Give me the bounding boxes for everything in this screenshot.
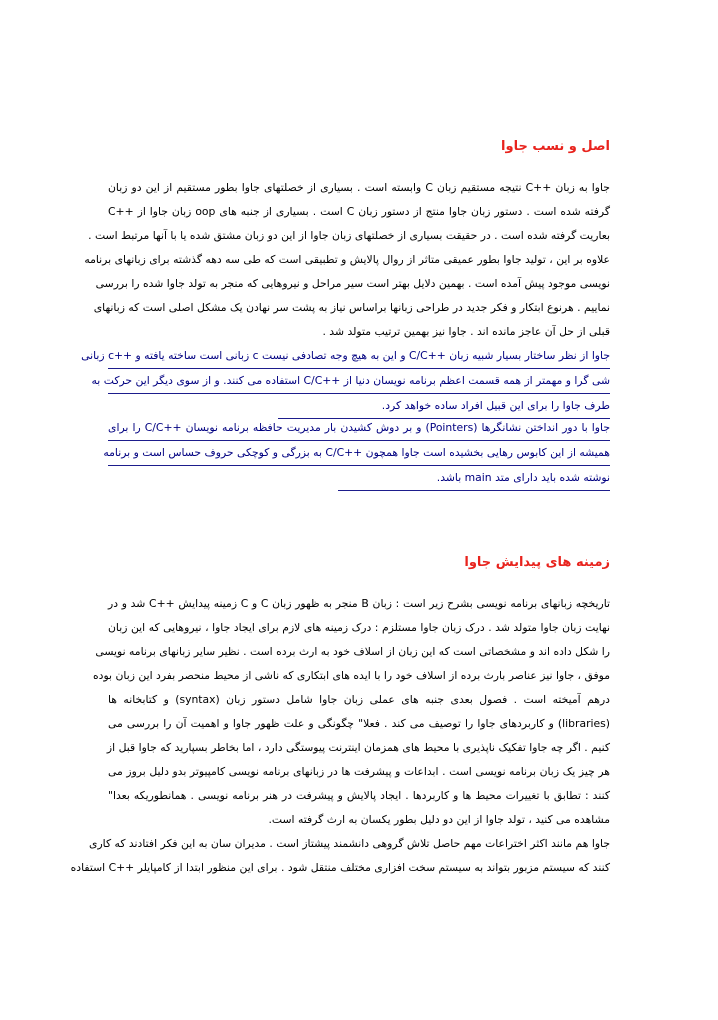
highlighted-paragraph-2	[103, 416, 610, 491]
paragraph-line: نویسی موجود پیش آمده است . بهمین دلایل بهتر است سیر مراحل و نیروهایی که منجر به تولد جاوا شده را بررسی	[95, 277, 610, 290]
paragraph-line: را شکل داده اند و مشخصاتی است که این زبان از اسلاف خود به ارث برده است . نظیر سایر زبانهای برنامه نویسی	[95, 645, 610, 658]
paragraph-line: جاوا هم مانند اکثر اختراعات مهم حاصل تلاش گروهی دانشمند پیشتاز است . مدیران سان به این فکر افتادند که کاری	[89, 837, 610, 850]
paragraph-line: (libraries) و کاربردهای جاوا را توصیف می کند . فعلا" چگونگی و علت ظهور جاوا و اهمیت آن را بررسی می	[108, 717, 610, 730]
highlighted-line: جاوا از نظر ساختار بسیار شبیه زبان ++C/C و این به هیچ وجه تصادفی نیست c زبانی است ساخته یافته و ++c زبانی	[108, 344, 610, 369]
paragraph-line: هر چیز یک زبان برنامه نویسی است . ابداعات و پیشرفت ها در زبانهای برنامه نویسی کامپیوتر بدو دلیل بروز می	[108, 765, 610, 778]
paragraph-line: کنیم . اگر چه جاوا تفکیک ناپذیری با محیط های همزمان اینترنت پیوستگی دارد ، اما بخاطر بسپارید که جاوا قبل از	[106, 741, 610, 754]
highlighted-line: جاوا با دور انداختن نشانگرها (Pointers) و بر دوش کشیدن بار مدیریت حافظه برنامه نویسان ++C/C را برای	[108, 416, 610, 441]
paragraph-line: مشاهده می کنید ، تولد جاوا از این دو دلیل بطور یکسان به ارث گرفته است.	[268, 813, 610, 826]
background-paragraph	[70, 592, 610, 880]
highlighted-line: شی گرا و مهمتر از همه قسمت اعظم برنامه نویسان دنیا از ++C/C استفاده می کنند. و از سوی دیگر این حرکت به	[108, 369, 610, 394]
highlighted-line: نوشته شده باید دارای متد main باشد.	[338, 466, 610, 491]
section-heading-origins: اصل و نسب جاوا	[501, 139, 610, 154]
highlighted-line: همیشه از این کابوس رهایی بخشیده است جاوا همچون ++C/C به بزرگی و کوچکی حروف حساس است و برنامه	[108, 441, 610, 466]
paragraph-line: تاریخچه زبانهای برنامه نویسی بشرح زیر است : زبان B منجر به ظهور زبان C و C زمینه پیدایش ++C شد و در	[108, 597, 610, 610]
paragraph-line: گرفته شده است . دستور زبان جاوا منتج از دستور زبان C است . بسیاری از جنبه های oop زبان جاوا از ++C	[108, 205, 610, 218]
paragraph-line: درهم آمیخته است . فصول بعدی جنبه های عملی زبان جاوا شامل دستور زبان (syntax) و کتابخانه ها	[108, 693, 610, 706]
paragraph-line: کنند : تطابق با تغییرات محیط ها و کاربردها . ایجاد پالایش و پیشرفت در هنر برنامه نویسی . همانطوریکه بعدا"	[108, 789, 610, 802]
highlighted-paragraph-1	[81, 344, 610, 419]
origins-paragraph	[84, 176, 610, 344]
paragraph-line: بعاریت گرفته شده است . در حقیقت بسیاری از خصلتهای زبان جاوا از این دو زبان مشتق شده یا با آنها مرتبط است .	[88, 229, 610, 242]
paragraph-line: موفق ، جاوا نیز عناصر بارث برده از اسلاف خود را با ایده های ابتکاری که ناشی از محیط منحصر بفرد این زبان بوده	[93, 669, 610, 682]
section-heading-background: زمینه های پیدایش جاوا	[464, 555, 610, 570]
paragraph-line: قبلی از حل آن عاجز مانده اند . جاوا نیز بهمین ترتیب متولد شد .	[322, 325, 610, 338]
highlighted-line: طرف جاوا را برای این قبیل افراد ساده خواهد کرد.	[278, 394, 610, 419]
paragraph-line: نهایت زبان جاوا متولد شد . درک زبان جاوا مستلزم : درک زمینه های لازم برای ایجاد جاوا ، نیروهایی که این زبان	[108, 621, 610, 634]
paragraph-line: علاوه بر این ، تولید جاوا بطور عمیقی متاثر از روال پالایش و تطبیقی است که طی سه دهه گذشته برای زبانهای برنامه	[84, 253, 610, 266]
paragraph-line: نماییم . هرنوع ابتکار و فکر جدید در طراحی زبانها براساس نیاز به پشت سر نهادن یک مشکل اصلی است که زبانهای	[93, 301, 610, 314]
paragraph-line: جاوا به زبان ++C نتیجه مستقیم زبان C وابسته است . بسیاری از خصلتهای جاوا بطور مستقیم از این دو زبان	[108, 181, 610, 194]
paragraph-line: کنند که سیستم مزبور بتواند به سیستم سخت افزاری مختلف منتقل شود . برای این منظور ابتدا از کامپایلر ++C استفاده	[70, 861, 610, 874]
